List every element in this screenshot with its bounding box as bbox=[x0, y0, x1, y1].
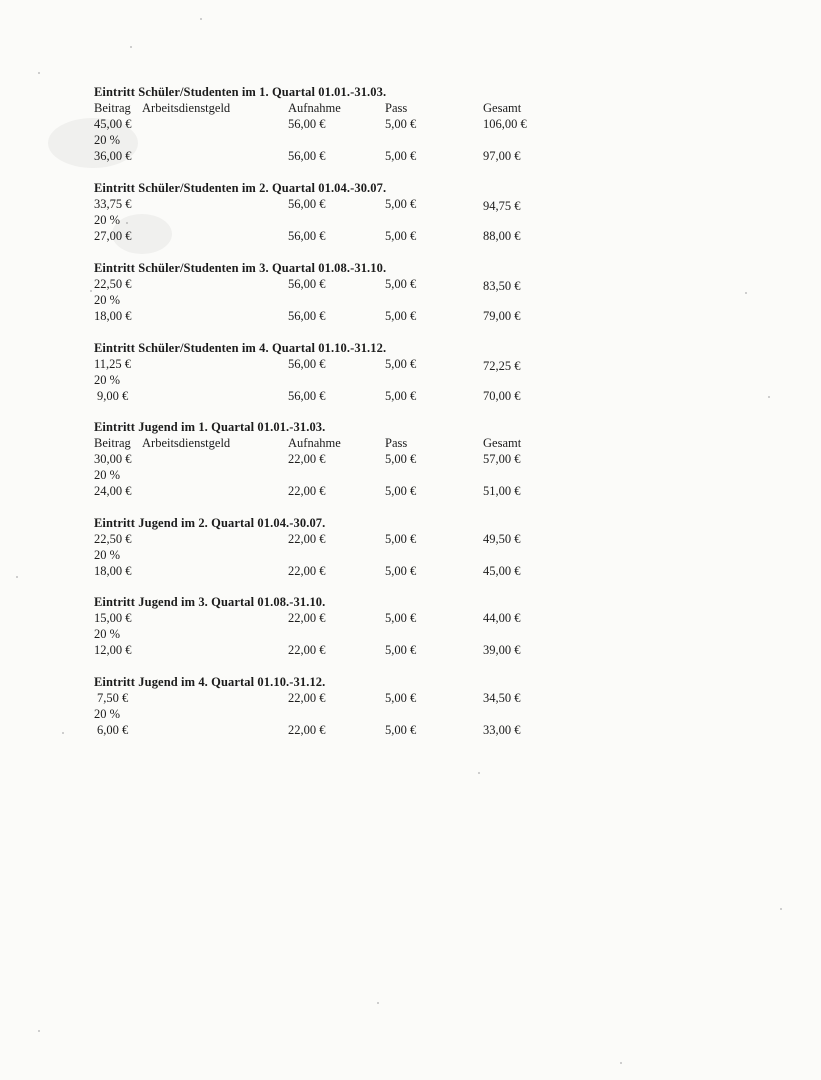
aufnahme-value: 56,00 € bbox=[288, 277, 326, 291]
scan-speck bbox=[16, 576, 18, 578]
header-aufnahme: Aufnahme bbox=[288, 436, 341, 450]
gesamt-value: 51,00 € bbox=[483, 484, 521, 498]
full-price-row bbox=[94, 116, 554, 132]
scan-speck bbox=[768, 396, 770, 398]
scan-speck bbox=[745, 292, 747, 294]
beitrag-value: 6,00 € bbox=[97, 723, 129, 737]
header-gesamt: Gesamt bbox=[483, 101, 522, 115]
discount-value: 20 % bbox=[94, 468, 121, 482]
gesamt-value: 70,00 € bbox=[483, 389, 521, 403]
beitrag-value: 30,00 € bbox=[94, 452, 132, 466]
beitrag-value: 24,00 € bbox=[94, 484, 132, 498]
header-beitrag: Beitrag bbox=[94, 101, 131, 115]
beitrag-value: 36,00 € bbox=[94, 149, 132, 163]
gesamt-value: 57,00 € bbox=[483, 452, 521, 466]
gesamt-value: 45,00 € bbox=[483, 564, 521, 578]
section-title: Eintritt Jugend im 3. Quartal 01.08.-31.10. bbox=[94, 595, 326, 609]
aufnahme-value: 56,00 € bbox=[288, 197, 326, 211]
reduced-price-row bbox=[94, 722, 554, 738]
aufnahme-value: 56,00 € bbox=[288, 357, 326, 371]
column-header-row bbox=[94, 100, 554, 116]
reduced-price-row bbox=[94, 563, 554, 579]
full-price-row bbox=[94, 531, 554, 547]
discount-value: 20 % bbox=[94, 213, 121, 227]
pass-value: 5,00 € bbox=[385, 532, 417, 546]
aufnahme-value: 56,00 € bbox=[288, 389, 326, 403]
discount-value: 20 % bbox=[94, 707, 121, 721]
scan-speck bbox=[38, 1030, 40, 1032]
beitrag-value: 9,00 € bbox=[97, 389, 129, 403]
pass-value: 5,00 € bbox=[385, 357, 417, 371]
aufnahme-value: 56,00 € bbox=[288, 149, 326, 163]
aufnahme-value: 56,00 € bbox=[288, 117, 326, 131]
gesamt-value: 88,00 € bbox=[483, 229, 521, 243]
beitrag-value: 18,00 € bbox=[94, 309, 132, 323]
beitrag-value: 12,00 € bbox=[94, 643, 132, 657]
scan-speck bbox=[377, 1002, 379, 1004]
discount-row bbox=[94, 467, 554, 483]
aufnahme-value: 22,00 € bbox=[288, 723, 326, 737]
section-title: Eintritt Jugend im 2. Quartal 01.04.-30.07. bbox=[94, 516, 326, 530]
pass-value: 5,00 € bbox=[385, 197, 417, 211]
scan-speck bbox=[200, 18, 202, 20]
header-aufnahme: Aufnahme bbox=[288, 101, 341, 115]
section-students-q3 bbox=[94, 260, 554, 324]
beitrag-value: 22,50 € bbox=[94, 277, 132, 291]
gesamt-value: 79,00 € bbox=[483, 309, 521, 323]
pass-value: 5,00 € bbox=[385, 117, 417, 131]
scan-speck bbox=[478, 772, 480, 774]
gesamt-value: 72,25 € bbox=[483, 359, 521, 373]
gesamt-value: 34,50 € bbox=[483, 691, 521, 705]
header-arbeitsdienstgeld: Arbeitsdienstgeld bbox=[142, 436, 231, 450]
section-title: Eintritt Schüler/Studenten im 4. Quartal 01.10.-31.12. bbox=[94, 341, 387, 355]
scan-speck bbox=[62, 732, 64, 734]
beitrag-value: 18,00 € bbox=[94, 564, 132, 578]
beitrag-value: 22,50 € bbox=[94, 532, 132, 546]
gesamt-value: 97,00 € bbox=[483, 149, 521, 163]
section-title: Eintritt Jugend im 1. Quartal 01.01.-31.03. bbox=[94, 420, 326, 434]
full-price-row bbox=[94, 451, 554, 467]
section-youth-q4 bbox=[94, 674, 554, 738]
scan-speck bbox=[90, 290, 92, 292]
section-title: Eintritt Schüler/Studenten im 2. Quartal 01.04.-30.07. bbox=[94, 181, 387, 195]
section-youth-q2 bbox=[94, 515, 554, 579]
pass-value: 5,00 € bbox=[385, 691, 417, 705]
pass-value: 5,00 € bbox=[385, 277, 417, 291]
pass-value: 5,00 € bbox=[385, 723, 417, 737]
section-students-q1 bbox=[94, 84, 554, 164]
beitrag-value: 27,00 € bbox=[94, 229, 132, 243]
aufnahme-value: 22,00 € bbox=[288, 484, 326, 498]
gesamt-value: 44,00 € bbox=[483, 611, 521, 625]
beitrag-value: 7,50 € bbox=[97, 691, 129, 705]
reduced-price-row bbox=[94, 642, 554, 658]
pass-value: 5,00 € bbox=[385, 389, 417, 403]
section-students-q4 bbox=[94, 340, 554, 404]
header-arbeitsdienstgeld: Arbeitsdienstgeld bbox=[142, 101, 231, 115]
beitrag-value: 15,00 € bbox=[94, 611, 132, 625]
aufnahme-value: 22,00 € bbox=[288, 691, 326, 705]
reduced-price-row bbox=[94, 308, 554, 324]
pass-value: 5,00 € bbox=[385, 309, 417, 323]
reduced-price-row bbox=[94, 483, 554, 499]
section-youth-q3 bbox=[94, 594, 554, 658]
reduced-price-row bbox=[94, 148, 554, 164]
gesamt-value: 49,50 € bbox=[483, 532, 521, 546]
pass-value: 5,00 € bbox=[385, 484, 417, 498]
gesamt-value: 106,00 € bbox=[483, 117, 527, 131]
column-header-row bbox=[94, 435, 554, 451]
aufnahme-value: 22,00 € bbox=[288, 611, 326, 625]
discount-row bbox=[94, 547, 554, 563]
discount-row bbox=[94, 292, 554, 308]
beitrag-value: 33,75 € bbox=[94, 197, 132, 211]
scan-speck bbox=[780, 908, 782, 910]
pass-value: 5,00 € bbox=[385, 611, 417, 625]
reduced-price-row bbox=[94, 388, 554, 404]
pass-value: 5,00 € bbox=[385, 229, 417, 243]
section-students-q2 bbox=[94, 180, 554, 244]
discount-value: 20 % bbox=[94, 627, 121, 641]
beitrag-value: 45,00 € bbox=[94, 117, 132, 131]
aufnahme-value: 22,00 € bbox=[288, 532, 326, 546]
gesamt-value: 83,50 € bbox=[483, 279, 521, 293]
gesamt-value: 94,75 € bbox=[483, 199, 521, 213]
reduced-price-row bbox=[94, 228, 554, 244]
scan-speck bbox=[620, 1062, 622, 1064]
header-pass: Pass bbox=[385, 436, 408, 450]
beitrag-value: 11,25 € bbox=[94, 357, 132, 371]
discount-row bbox=[94, 706, 554, 722]
pass-value: 5,00 € bbox=[385, 564, 417, 578]
full-price-row bbox=[94, 610, 554, 626]
section-youth-q1 bbox=[94, 419, 554, 499]
pass-value: 5,00 € bbox=[385, 452, 417, 466]
scan-speck bbox=[130, 46, 132, 48]
discount-row bbox=[94, 626, 554, 642]
discount-row bbox=[94, 132, 554, 148]
discount-value: 20 % bbox=[94, 373, 121, 387]
header-gesamt: Gesamt bbox=[483, 436, 522, 450]
aufnahme-value: 56,00 € bbox=[288, 229, 326, 243]
full-price-row bbox=[94, 276, 554, 292]
discount-value: 20 % bbox=[94, 548, 121, 562]
full-price-row bbox=[94, 196, 554, 212]
pass-value: 5,00 € bbox=[385, 149, 417, 163]
section-title: Eintritt Jugend im 4. Quartal 01.10.-31.12. bbox=[94, 675, 326, 689]
discount-value: 20 % bbox=[94, 133, 121, 147]
discount-value: 20 % bbox=[94, 293, 121, 307]
section-title: Eintritt Schüler/Studenten im 3. Quartal 01.08.-31.10. bbox=[94, 261, 387, 275]
full-price-row bbox=[94, 690, 554, 706]
header-pass: Pass bbox=[385, 101, 408, 115]
scan-speck bbox=[38, 72, 40, 74]
gesamt-value: 33,00 € bbox=[483, 723, 521, 737]
aufnahme-value: 22,00 € bbox=[288, 643, 326, 657]
pass-value: 5,00 € bbox=[385, 643, 417, 657]
header-beitrag: Beitrag bbox=[94, 436, 131, 450]
section-title: Eintritt Schüler/Studenten im 1. Quartal 01.01.-31.03. bbox=[94, 85, 387, 99]
aufnahme-value: 22,00 € bbox=[288, 452, 326, 466]
full-price-row bbox=[94, 356, 554, 372]
discount-row bbox=[94, 212, 554, 228]
aufnahme-value: 56,00 € bbox=[288, 309, 326, 323]
gesamt-value: 39,00 € bbox=[483, 643, 521, 657]
aufnahme-value: 22,00 € bbox=[288, 564, 326, 578]
discount-row bbox=[94, 372, 554, 388]
